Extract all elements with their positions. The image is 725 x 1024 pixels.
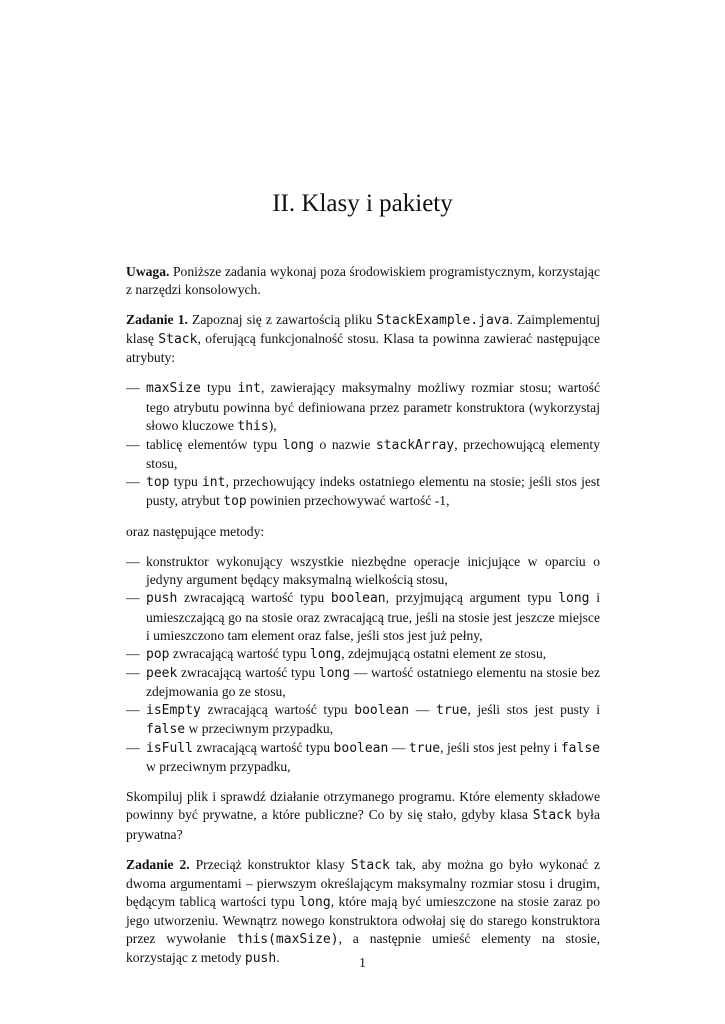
code-span: int <box>201 474 226 490</box>
code-span: StackExample.java <box>376 313 510 329</box>
list-item <box>126 645 600 664</box>
text-span: w przeciwnym przypadku, <box>185 721 334 737</box>
text-span: , a następnie umieść elementy na stosie, korzystając z metody <box>126 931 600 966</box>
list-item <box>126 701 600 739</box>
code-span: this <box>237 418 269 434</box>
text-span: — <box>409 701 437 717</box>
text-span: powinien przechowywać wartość -1, <box>246 493 450 509</box>
text-span: Zapoznaj się z zawartością pliku <box>187 312 377 328</box>
text-span: Przeciąż konstruktor klasy <box>189 856 351 872</box>
text-span: , jeśli stos jest pełny i <box>440 740 561 756</box>
text-span: typu <box>169 473 202 489</box>
page-title: II. Klasy i pakiety <box>272 190 453 217</box>
task1-paragraph <box>126 311 600 367</box>
code-span: false <box>560 741 600 757</box>
code-span: Stack <box>532 808 572 824</box>
text-span: . Zaimplementuj klasę <box>126 312 600 347</box>
code-span: top <box>223 494 247 510</box>
code-span: push <box>146 591 178 607</box>
text-span: , przyjmującą argument typu <box>385 590 559 606</box>
code-span: int <box>237 381 261 397</box>
note-paragraph <box>126 263 600 299</box>
code-span: boolean <box>330 591 386 607</box>
note-label: Uwaga. <box>126 264 170 279</box>
code-span: long <box>282 437 314 453</box>
code-span: stackArray <box>375 437 455 453</box>
text-span: zwracającą wartość typu <box>192 740 334 756</box>
list-item <box>126 473 600 511</box>
page-number: 1 <box>359 955 366 970</box>
code-span: long <box>299 894 331 910</box>
code-span: Stack <box>350 857 390 873</box>
code-span: true <box>408 741 441 757</box>
code-span: maxSize <box>146 381 201 397</box>
list-item <box>126 664 600 701</box>
task1-label: Zadanie 1. <box>126 312 188 328</box>
text-span: typu <box>200 380 238 396</box>
text-span: , zdejmującą ostatni element ze stosu, <box>341 645 547 661</box>
code-span: boolean <box>354 702 410 718</box>
text-span: — wartość ostatniego elementu na stosie bez zdejmowania go ze stosu, <box>146 664 600 699</box>
code-span: this(maxSize) <box>236 932 339 947</box>
text-span: tak, aby można go było wykonać z dwoma argumentami – pierwszym określającym maksymalny rozmiar stosu i drugim, będącym tablicą wartości typu <box>126 856 600 909</box>
list-item <box>126 589 600 644</box>
note-text: Poniższe zadania wykonaj poza środowiskiem programistycznym, korzystając z narzędzi konsolowych. <box>126 264 600 298</box>
compile-paragraph <box>126 788 600 843</box>
methods-intro: oraz następujące metody: <box>126 524 265 540</box>
document-body <box>126 263 600 980</box>
code-span: push <box>244 951 277 967</box>
text-span: była prywatna? <box>126 807 600 842</box>
text-span: , przechowującą elementy stosu, <box>146 436 601 471</box>
code-span: peek <box>146 665 178 681</box>
task2-label: Zadanie 2. <box>126 856 190 872</box>
text-span: — <box>388 740 409 756</box>
text-span: . <box>276 950 280 966</box>
code-span: long <box>558 591 590 607</box>
text-span: konstruktor wykonujący wszystkie niezbędne operacje inicjujące w oparciu o jedyny argument będący maksymalną wielkością stosu, <box>146 554 600 588</box>
list-item <box>126 436 600 473</box>
code-span: true <box>436 702 468 718</box>
list-item <box>126 553 600 589</box>
text-span: o nazwie <box>313 436 376 452</box>
list-item <box>126 379 600 435</box>
code-span: pop <box>146 646 170 662</box>
text-span: zwracającą wartość typu <box>200 701 355 717</box>
text-span: ), <box>268 417 277 433</box>
code-span: long <box>309 646 342 662</box>
text-span: w przeciwnym przypadku, <box>146 759 291 775</box>
text-span: zwracającą wartość typu <box>169 645 310 661</box>
code-span: isFull <box>146 741 193 757</box>
text-span: zwracającą wartość typu <box>177 590 331 606</box>
attributes-list <box>126 379 600 511</box>
text-span: , jeśli stos jest pusty i <box>467 701 600 717</box>
task2-paragraph <box>126 856 600 969</box>
text-span: , oferującą funkcjonalność stosu. Klasa ta powinna zawierać następujące atrybuty: <box>126 331 600 366</box>
text-span: , zawierający maksymalny możliwy rozmiar stosu; wartość tego atrybutu powinna być definiowana przez parametr konstruktora (wykorzystaj słowo kluczowe <box>146 380 600 433</box>
code-span: Stack <box>158 332 198 348</box>
text-span: , przechowujący indeks ostatniego elementu na stosie; jeśli stos jest pusty, atrybut <box>146 473 600 509</box>
text-span: zwracającą wartość typu <box>177 664 319 680</box>
list-item <box>126 739 600 776</box>
code-span: long <box>318 665 351 681</box>
text-span: Skompiluj plik i sprawdź działanie otrzymanego programu. Które elementy składowe powinny być prywatne, a które publiczne? Co by się stało, gdyby klasa <box>126 789 600 823</box>
text-span: , które mają być umieszczone na stosie zaraz po jego utworzeniu. Wewnątrz nowego konstruktora odwołaj się do starego konstruktora przez wywołanie <box>126 893 601 946</box>
methods-list <box>126 553 600 776</box>
code-span: isEmpty <box>146 702 201 718</box>
text-span: i umieszczającą go na stosie oraz zwracającą true, jeśli na stosie jest jeszcze miejsce i umieszczono tam element oraz false, jeśli stos jest już pełny, <box>146 590 600 643</box>
code-span: top <box>146 474 170 490</box>
text-span: tablicę elementów typu <box>146 436 283 452</box>
code-span: boolean <box>333 741 389 757</box>
code-span: false <box>146 722 186 738</box>
